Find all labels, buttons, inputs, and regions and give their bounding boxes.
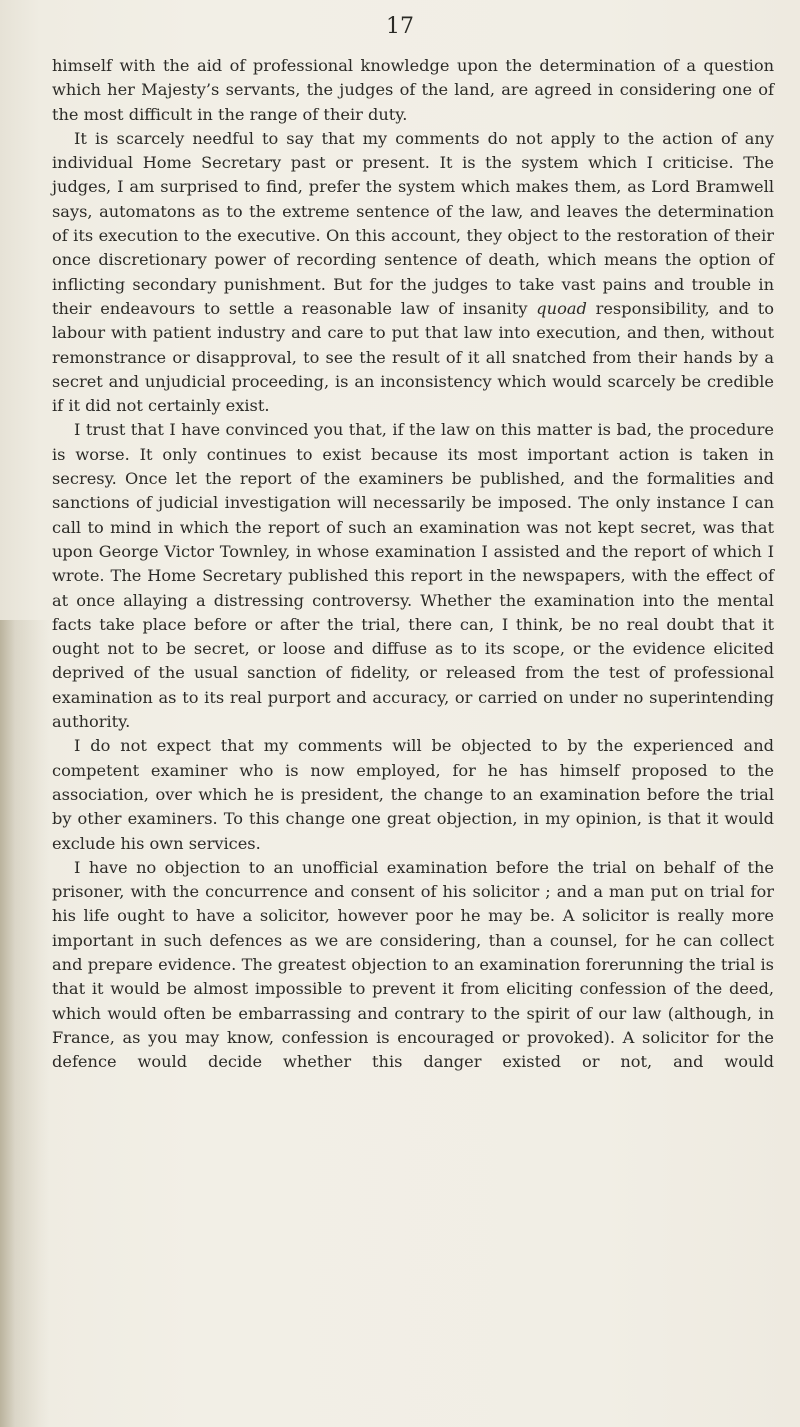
paragraph-3 [52,418,774,734]
paragraph-2-text: It is scarcely needful to say that my comments do not apply to the action of any individual Home Secretary past or present. It is the system which I criticise. The judges, I am surprised to find, prefer the system which makes them, as Lord Bramwell says, automatons as to the extreme sentence of the law, and leaves the determination of its execution to the executive. On this account, they object to the restoration of their once discretionary power of recording sentence of death, which means the option of inflicting secondary punishment. But for the judges to take vast pains and trouble in their endeavours to settle a reasonable law of insanity [52,128,774,318]
paragraph-2 [52,127,774,419]
paragraph-5-text: I have no objection to an unofficial examination before the trial on behalf of the prisoner, with the concurrence and consent of his solicitor ; and a man put on trial for his life ought to have a solicitor, however poor he may be. A solicitor is really more important in such defences as we are considering, than a counsel, for he can collect and prepare evidence. The greatest objection to an examination forerunning the trial is that it would be almost impossible to prevent it from eliciting confession of the deed, which would often be embarrassing and contrary to the spirit of our law (although, in France, as you may know, confession is encouraged or provoked). A solicitor for the defence would decide whether this danger existed or not, and would [52,857,774,1072]
paragraph-1 [52,54,774,127]
paragraph-5 [52,856,774,1075]
page-number: 17 [386,14,414,39]
paragraph-2-text-cont: responsibility, and to labour with patient industry and care to put that law into execution, and then, without remonstrance or disapproval, to see the result of it all snatched from their hands by a secret and unjudicial proceeding, is an inconsistency which would scarcely be credible if it did not certainly exist. [52,298,774,416]
paragraph-4-text: I do not expect that my comments will be objected to by the experienced and competent examiner who is now employed, for he has himself proposed to the association, over which he is president, the change to an examination before the trial by other examiners. To this change one great objection, in my opinion, is that it would exclude his own services. [52,736,774,853]
paragraph-3-text: I trust that I have convinced you that, if the law on this matter is bad, the procedure is worse. It only continues to exist because its most important action is taken in secresy. Once let the report of the examiners be published, and the formalities and sanctions of judicial investigation will necessarily be imposed. The only instance I can call to mind in which the report of such an examination was not kept secret, was that upon George Victor Townley, in whose examination I assisted and the report of which I wrote. The Home Secretary published this report in the newspapers, with the effect of at once allaying a distressing controversy. Whether the examination into the mental facts take place before or after the trial, there can, I think, be no real doubt that it ought not to be secret, or loose and diffuse as to its scope, or the evidence elicited deprived of the usual sanction of fidelity, or released from the test of professional examination as to its real purport and accuracy, or carried on under no superintending authority. [52,420,774,732]
paragraph-1-text: himself with the aid of professional knowledge upon the determination of a question which her Majesty’s servants, the judges of the land, are agreed in considering one of the most difficult in the range of their duty. [52,56,774,124]
body-text [52,54,774,1074]
paragraph-4 [52,734,774,855]
binding-shadow [0,620,50,1427]
italic-term: quoad [536,298,587,318]
